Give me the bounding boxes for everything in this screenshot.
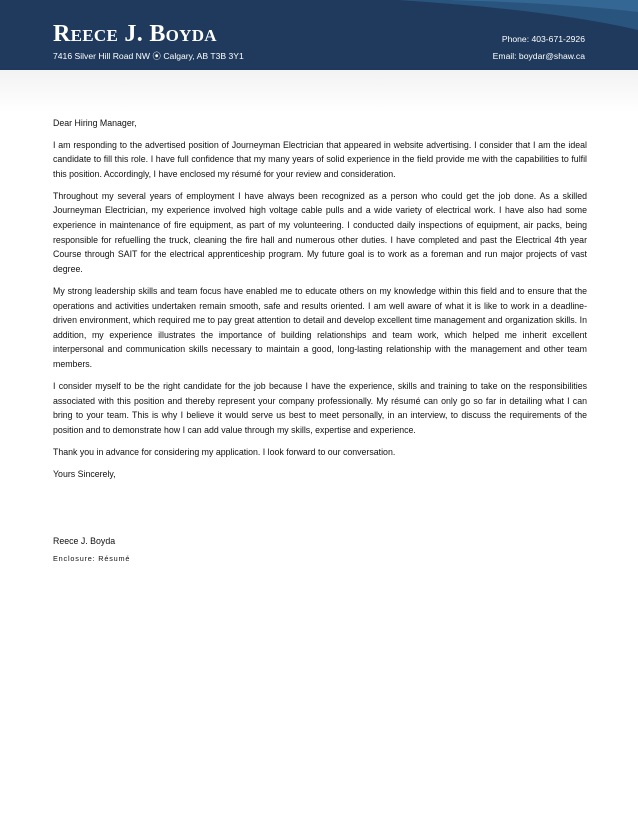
header-shadow-band [0, 70, 638, 112]
closing: Yours Sincerely, [53, 468, 116, 479]
applicant-address [53, 52, 244, 61]
letterhead [0, 0, 638, 70]
applicant-phone: Phone: 403-671-2926 [501, 34, 585, 44]
salutation: Dear Hiring Manager, [53, 118, 137, 128]
address-separator-icon: ⦿ [152, 51, 161, 61]
city-postal: Calgary, AB T3B 3Y1 [163, 51, 244, 61]
signature-name: Reece J. Boyda [53, 535, 116, 546]
street-address: 7416 Silver Hill Road NW [53, 51, 150, 61]
paragraph-intro: I am responding to the advertised position of Journeyman Electrician that appeared in website advertising. I consider that I am the ideal candidate to fill this role. I have full confidence that my many years of solid experience in the field provide me with the capabilities to fulfil this position. Accordingly, I have enclosed my résumé for your review and consideration. [53, 139, 587, 179]
paragraph-leadership: My strong leadership skills and team focus have enabled me to educate others on my knowledge within this field and to ensure that the operations and activities undertaken remain smooth, safe and results oriented. I am well aware of what it is like to work in a deadline-driven environment, which required me to pay great attention to detail and develop excellent time management and organization skills. In addition, my experience illustrates the importance of building relationships and team work, which helped me inherit excellent interpersonal and communication skills necessary to maintain a good, long-lasting relationship with the management and other team members. [53, 285, 587, 369]
paragraph-thanks: Thank you in advance for considering my application. I look forward to our conversation. [53, 446, 396, 457]
applicant-email: Email: boydar@shaw.ca [492, 51, 585, 61]
paragraph-experience: Throughout my several years of employment I have always been recognized as a person who could get the job done. As a skilled Journeyman Electrician, my experience involved high voltage cable pulls and a wide variety of electrical work. I have also had some experience in maintenance of fire equipment, as part of my volunteering. I conducted daily inspections of equipment, air packs, being responsible for refuelling the truck, cleaning the fire hall and numerous other duties. I have completed and past the Electrical 4th year Course through SAIT for the electrical apprenticeship program. My future goal is to work as a foreman and run major projects of vast degree. [53, 190, 587, 274]
applicant-name: Reece J. Boyda [53, 21, 217, 47]
enclosure-note: Enclosure: Résumé [53, 554, 131, 564]
paragraph-candidacy: I consider myself to be the right candidate for the job because I have the experience, skills and training to take on the responsibilities associated with this position and thereby represent your company professionally. My résumé can only go so far in detailing what I can bring to your team. This is why I believe it would serve us best to meet personally, in an interview, to discuss the requirements of the position and to demonstrate how I can add value through my skills, expertise and experience. [53, 381, 587, 435]
letter-body [53, 116, 587, 567]
